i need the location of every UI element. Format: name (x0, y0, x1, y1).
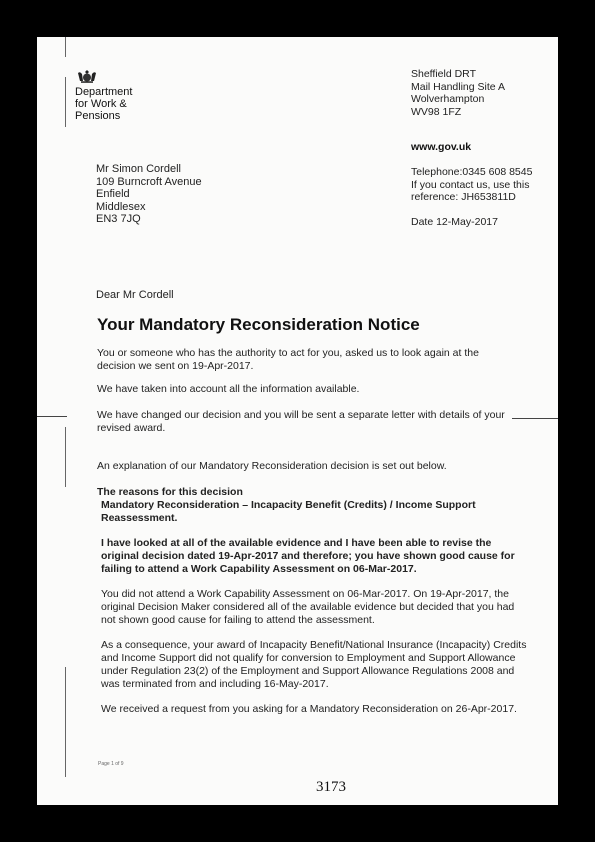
paragraph-explanation: An explanation of our Mandatory Reconsideration decision is set out below. (97, 460, 447, 472)
reasons-subject: Mandatory Reconsideration – Incapacity Benefit (Credits) / Income Support Reassessment. (101, 499, 476, 524)
stamp-number: 3173 (316, 779, 346, 795)
scan-mark (65, 77, 66, 127)
paragraph-decision-changed: We have changed our decision and you will be sent a separate letter with details of your revised award. (97, 409, 505, 434)
paragraph-assessment: You did not attend a Work Capability Assessment on 06-Mar-2017. On 19-Apr-2017, the original Decision Maker considered all of the available evidence but decided that you had not shown good cause for failing to attend the assessment. (101, 588, 515, 626)
recipient-address: Mr Simon Cordell 109 Burncroft Avenue Enfield Middlesex EN3 7JQ (96, 163, 202, 225)
paragraph-consequence: As a consequence, your award of Incapacity Benefit/National Insurance (Incapacity) Credits and Income Support did not qualify for conversion to Employment and Support Allowance under Regulation 23(2) of the Employment and Support Allowance Regulations 2008 and was terminated from and including 16-May-2017. (101, 639, 527, 690)
letter-title: Your Mandatory Reconsideration Notice (97, 315, 420, 334)
scan-mark (65, 667, 66, 777)
scan-mark (65, 427, 66, 487)
page-indicator: Page 1 of 9 (98, 761, 124, 767)
website-link[interactable]: www.gov.uk (411, 141, 472, 153)
reasons-heading: The reasons for this decision (97, 486, 243, 498)
contact-details: Telephone:0345 608 8545 If you contact us, use this reference: JH653811D (411, 166, 533, 203)
scan-mark (65, 37, 66, 57)
decision-statement: I have looked at all of the available evidence and I have been able to revise the original decision dated 19-Apr-2017 and therefore; you have shown good cause for failing to attend a Work Capability Assessment on 06-Mar-2017. (101, 537, 515, 575)
letter-date: Date 12-May-2017 (411, 216, 498, 228)
scan-mark (37, 416, 67, 417)
royal-crest-icon (77, 69, 97, 83)
salutation: Dear Mr Cordell (96, 289, 174, 301)
office-address: Sheffield DRT Mail Handling Site A Wolverhampton WV98 1FZ (411, 68, 505, 118)
reference: reference: JH653811D (411, 191, 516, 203)
scan-mark (512, 418, 558, 419)
paragraph-request: You or someone who has the authority to act for you, asked us to look again at the decision we sent on 19-Apr-2017. (97, 347, 479, 372)
department-name: Department for Work & Pensions (75, 86, 133, 122)
telephone: Telephone:0345 608 8545 (411, 166, 533, 178)
letter-page (37, 37, 558, 805)
paragraph-received: We received a request from you asking for a Mandatory Reconsideration on 26-Apr-2017. (101, 703, 517, 715)
paragraph-information: We have taken into account all the information available. (97, 383, 360, 395)
